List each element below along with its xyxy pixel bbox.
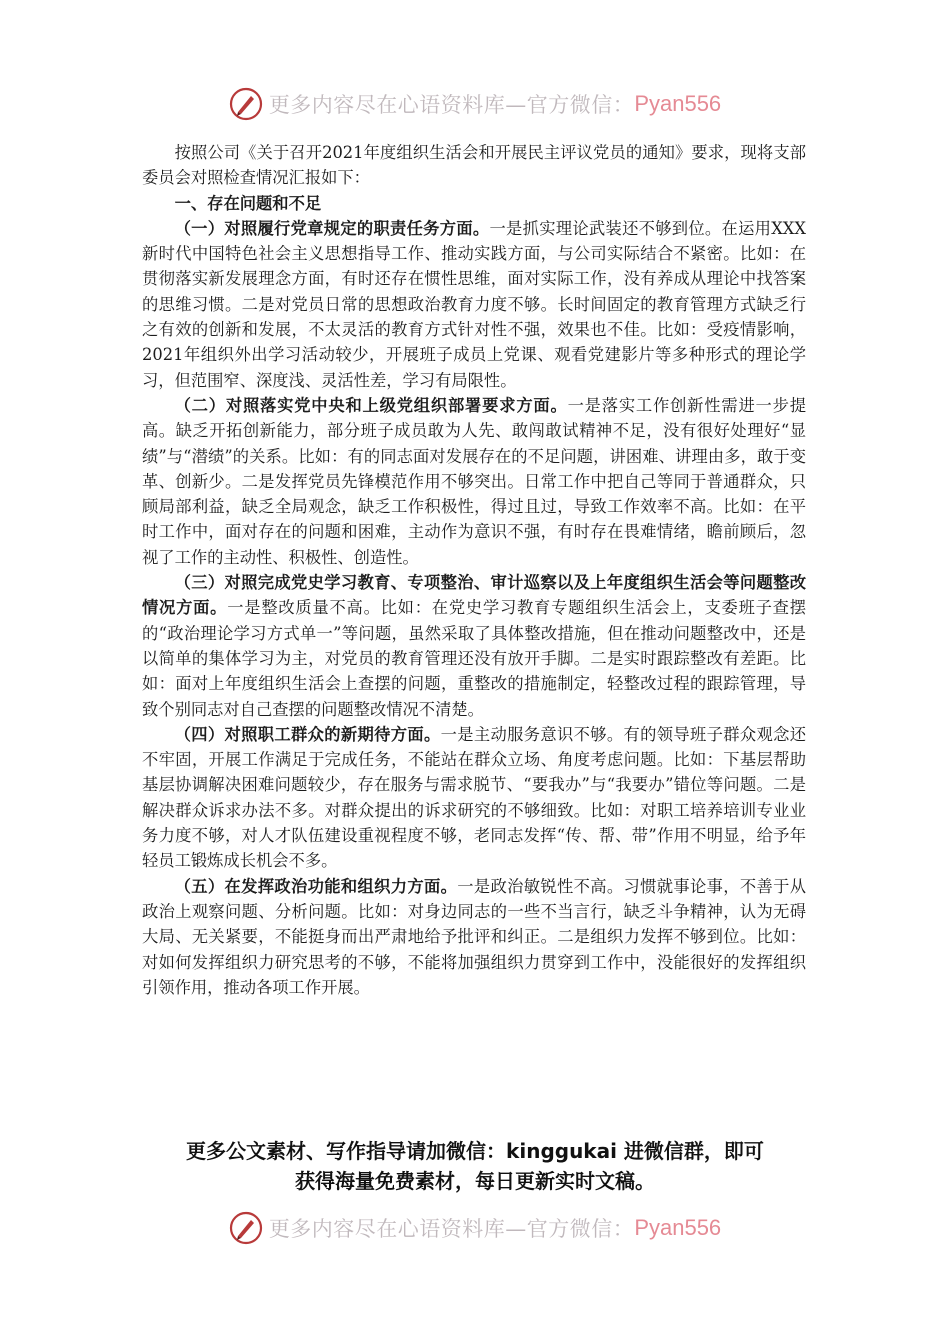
paragraph-3-body: 一是整改质量不高。比如：在党史学习教育专题组织生活会上，支委班子查摆的“政治理论学习方式单一”等问题，虽然采取了具体整改措施，但在推动问题整改中，还是以简单的集体学习为主，对党员的教育管理还没有放开手脚。二是实时跟踪整改有差距。比如：面对上年度组织生活会上查摆的问题，重整改的措施制定，轻整改过程的跟踪管理，导致个别同志对自己查摆的问题整改情况不清楚。: [142, 598, 806, 719]
pen-logo-icon: [229, 87, 263, 121]
section-heading: 一、存在问题和不足: [174, 193, 322, 213]
paragraph-2: [142, 393, 806, 570]
paragraph-3: [142, 570, 806, 722]
pen-logo-icon: [229, 1211, 263, 1245]
paragraph-4-lead: （四）对照职工群众的新期待方面。: [174, 724, 441, 744]
paragraph-5-body: 一是政治敏锐性不高。习惯就事论事，不善于从政治上观察问题、分析问题。比如：对身边同志的一些不当言行，缺乏斗争精神，认为无碍大局、无关紧要，不能挺身而出严肃地给予批评和纠正。二是组织力发挥不够到位。比如：对如何发挥组织力研究思考的不够，不能将加强组织力贯穿到工作中，没能很好的发挥组织引领作用，推动各项工作开展。: [142, 876, 806, 997]
footer-banner: [0, 1208, 950, 1248]
paragraph-1-body: 一是抓实理论武装还不够到位。在运用XXX新时代中国特色社会主义思想指导工作、推动实践方面，与公司实际结合不紧密。比如：在贯彻落实新发展理念方面，有时还存在惯性思维，面对实际工作，没有养成从理论中找答案的思维习惯。二是对党员日常的思想政治教育力度不够。长时间固定的教育管理方式缺乏行之有效的创新和发展，不太灵活的教育方式针对性不强，效果也不佳。比如：受疫情影响，2021年组织外出学习活动较少，开展班子成员上党课、观看党建影片等多种形式的理论学习，但范围窄、深度浅、灵活性差，学习有局限性。: [142, 218, 806, 390]
paragraph-3-lead: （三）对照完成党史学习教育、专项整治、审计巡察以及上年度组织生活会等问题整改情况方面。: [142, 573, 806, 618]
paragraph-1-lead: （一）对照履行党章规定的职责任务方面。: [174, 218, 490, 238]
banner-text: 更多内容尽在心语资料库—官方微信：: [268, 93, 635, 117]
paragraph-4: [142, 722, 806, 874]
paragraph-5: [142, 874, 806, 1000]
paragraph-2-lead: （二）对照落实党中央和上级党组织部署要求方面。: [174, 395, 568, 415]
paragraph-2-body: 一是落实工作创新性需进一步提高。缺乏开拓创新能力，部分班子成员敢为人先、敢闯敢试精神不足，没有很好处理好“显绩”与“潜绩”的关系。比如：有的同志面对发展存在的不足问题，讲困难、讲理由多，敢于变革、创新少。二是发挥党员先锋模范作用不够突出。日常工作中把自己等同于普通群众，只顾局部利益，缺乏全局观念，缺乏工作积极性，得过且过，导致工作效率不高。比如：在平时工作中，面对存在的问题和困难，主动作为意识不强，有时存在畏难情绪，瞻前顾后，忽视了工作的主动性、积极性、创造性。: [142, 395, 806, 567]
banner-handle: Pyan556: [634, 1215, 722, 1240]
paragraph-5-lead: （五）在发挥政治功能和组织力方面。: [174, 876, 458, 896]
paragraph-1: [142, 216, 806, 393]
header-banner: [0, 84, 950, 124]
promo-line-1: 更多公文素材、写作指导请加微信：kinggukai 进微信群，即可: [186, 1139, 764, 1163]
banner-handle: Pyan556: [634, 91, 722, 116]
banner-text: 更多内容尽在心语资料库—官方微信：: [268, 1217, 635, 1241]
promo-notice: [120, 1136, 830, 1196]
intro-paragraph: 按照公司《关于召开2021年度组织生活会和开展民主评议党员的通知》要求，现将支部委员会对照检查情况汇报如下：: [142, 143, 806, 188]
paragraph-4-body: 一是主动服务意识不够。有的领导班子群众观念还不牢固，开展工作满足于完成任务，不能站在群众立场、角度考虑问题。比如：下基层帮助基层协调解决困难问题较少，存在服务与需求脱节、“要我办”与“我要办”错位等问题。二是解决群众诉求办法不多。对群众提出的诉求研究的不够细致。比如：对职工培养培训专业业务力度不够，对人才队伍建设重视程度不够，老同志发挥“传、帮、带”作用不明显，给予年轻员工锻炼成长机会不多。: [142, 724, 806, 871]
promo-line-2: 获得海量免费素材，每日更新实时文稿。: [295, 1169, 655, 1193]
document-body: [142, 140, 806, 1000]
